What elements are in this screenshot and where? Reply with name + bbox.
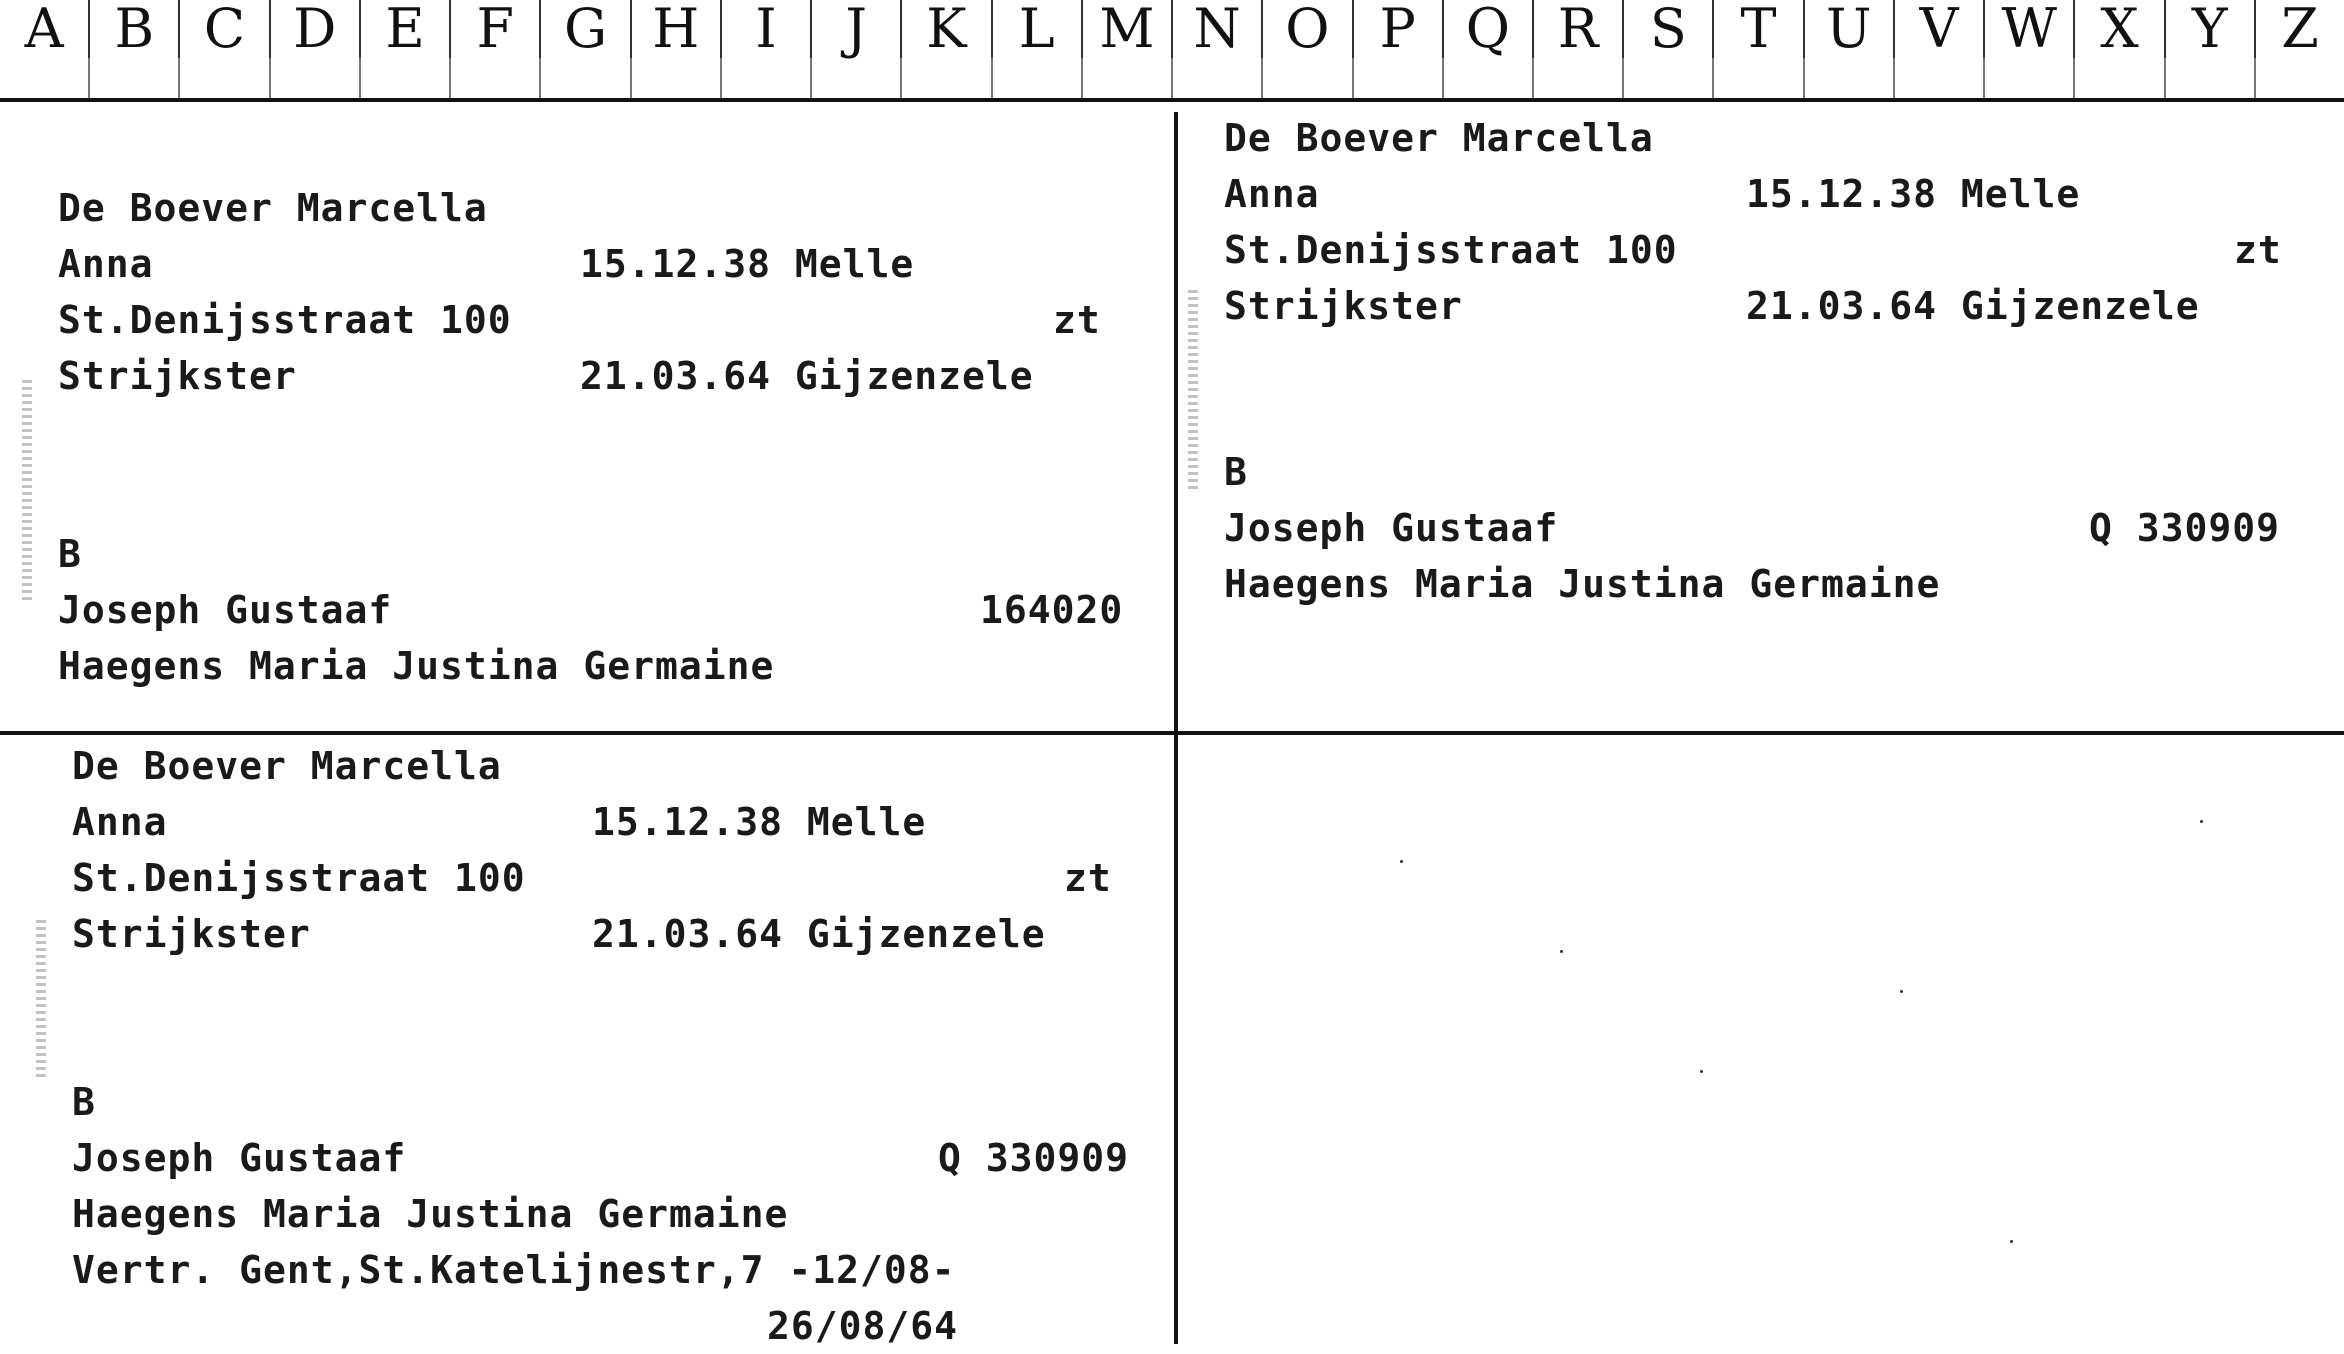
index-letter-n: N — [1171, 0, 1261, 98]
index-letter-r: R — [1532, 0, 1622, 98]
card-street: St.Denijsstraat 100 — [72, 856, 526, 900]
card-given-name: Anna — [58, 242, 154, 286]
index-letter-u: U — [1803, 0, 1893, 98]
scan-speck — [2200, 820, 2203, 823]
card-street: St.Denijsstraat 100 — [1224, 228, 1678, 272]
scan-smudge — [1188, 290, 1198, 490]
card-event: 21.03.64 Gijzenzele — [1746, 284, 2200, 328]
card-number: Q 330909 — [938, 1136, 1130, 1180]
record-card-1 — [58, 180, 1158, 694]
card-code: zt — [1064, 856, 1112, 900]
index-letter-h: H — [630, 0, 720, 98]
card-letter: B — [58, 532, 82, 576]
card-letter: B — [1224, 450, 1248, 494]
index-letter-a: A — [24, 0, 64, 60]
alphabet-index-strip — [0, 0, 2344, 102]
card-mother: Haegens Maria Justina Germaine — [58, 644, 775, 688]
index-letter-s: S — [1622, 0, 1712, 98]
scan-speck — [1400, 860, 1403, 863]
card-occupation: Strijkster — [1224, 284, 1463, 328]
card-note: Vertr. Gent,St.Katelijnestr,7 -12/08- — [72, 1248, 956, 1292]
card-given-name: Anna — [1224, 172, 1320, 216]
scan-smudge — [36, 920, 46, 1080]
card-number: 164020 — [980, 588, 1124, 632]
card-number: Q 330909 — [2089, 506, 2281, 550]
record-card-3 — [72, 738, 1162, 1354]
index-letter-e: E — [359, 0, 449, 98]
card-father: Joseph Gustaaf — [1224, 506, 1559, 550]
card-birth: 15.12.38 Melle — [580, 242, 915, 286]
scan-speck — [2010, 1240, 2013, 1243]
index-letter-p: P — [1352, 0, 1442, 98]
card-event: 21.03.64 Gijzenzele — [580, 354, 1034, 398]
card-occupation: Strijkster — [58, 354, 297, 398]
card-street: St.Denijsstraat 100 — [58, 298, 512, 342]
scan-speck — [1700, 1070, 1703, 1073]
index-letter-l: L — [991, 0, 1081, 98]
card-code: zt — [1053, 298, 1101, 342]
index-letter-t: T — [1712, 0, 1802, 98]
index-letter-c: C — [178, 0, 268, 98]
index-letter-i: I — [720, 0, 810, 98]
index-letter-b: B — [88, 0, 178, 98]
card-mother: Haegens Maria Justina Germaine — [1224, 562, 1941, 606]
card-occupation: Strijkster — [72, 912, 311, 956]
card-father: Joseph Gustaaf — [72, 1136, 407, 1180]
index-letter-z: Z — [2254, 0, 2344, 98]
card-mother: Haegens Maria Justina Germaine — [72, 1192, 789, 1236]
card-event: 21.03.64 Gijzenzele — [592, 912, 1046, 956]
index-letter-j: J — [810, 0, 900, 98]
scan-smudge — [22, 380, 32, 600]
card-birth: 15.12.38 Melle — [1746, 172, 2081, 216]
card-code: zt — [2234, 228, 2282, 272]
index-letter-w: W — [1983, 0, 2073, 98]
scan-speck — [1900, 990, 1903, 993]
index-letter-q: Q — [1442, 0, 1532, 98]
index-letter-g: G — [539, 0, 629, 98]
index-letter-x: X — [2073, 0, 2163, 98]
card-letter: B — [72, 1080, 96, 1124]
card-birth: 15.12.38 Melle — [592, 800, 927, 844]
index-letter-d: D — [269, 0, 359, 98]
index-letter-v: V — [1893, 0, 1983, 98]
card-given-name: Anna — [72, 800, 168, 844]
vertical-divider — [1174, 112, 1178, 1344]
card-note-date: 26/08/64 — [767, 1304, 959, 1348]
scan-speck — [1560, 950, 1563, 953]
card-father: Joseph Gustaaf — [58, 588, 393, 632]
index-letter-k: K — [900, 0, 990, 98]
card-name: De Boever Marcella — [72, 744, 502, 788]
card-name: De Boever Marcella — [58, 186, 488, 230]
index-letter-y: Y — [2164, 0, 2254, 98]
card-name: De Boever Marcella — [1224, 116, 1654, 160]
index-letter-o: O — [1261, 0, 1351, 98]
record-card-2 — [1224, 110, 2324, 612]
index-letter-f: F — [449, 0, 539, 98]
index-letter-m: M — [1081, 0, 1171, 98]
left-horizontal-divider — [0, 731, 1174, 735]
right-horizontal-divider — [1178, 731, 2344, 735]
